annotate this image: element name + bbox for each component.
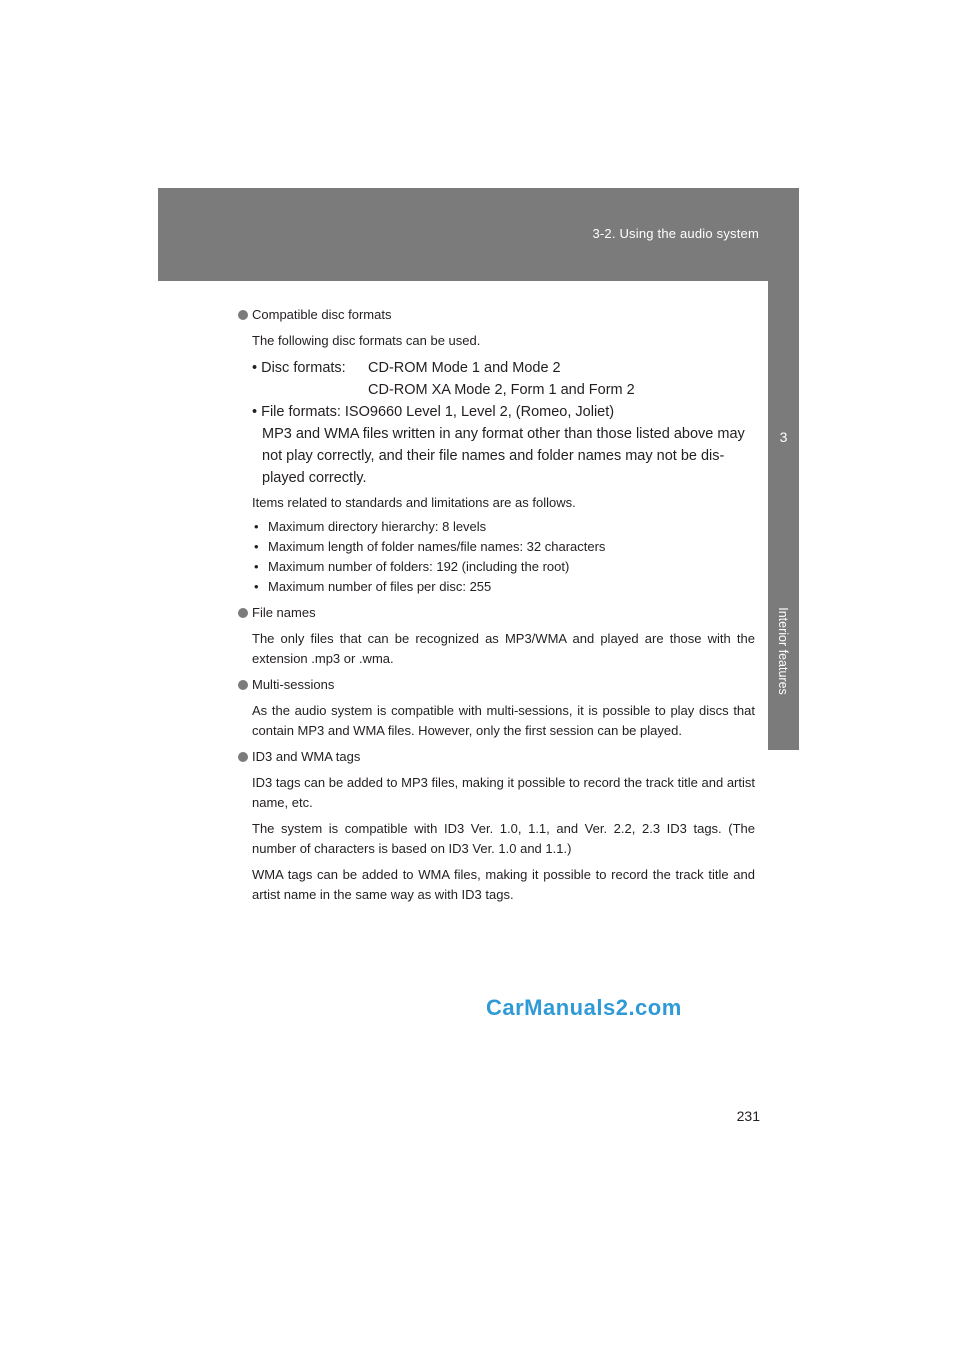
bullet-circle-icon <box>238 608 248 618</box>
header-band <box>158 188 799 281</box>
heading-compatible-formats: Compatible disc formats <box>238 305 755 325</box>
multi-sessions-body: As the audio system is compatible with multi-sessions, it is possible to play discs that contain MP3 and WMA files. However, only the first session can be played. <box>252 703 755 738</box>
chapter-tab <box>768 281 799 750</box>
limits-list <box>238 517 755 597</box>
bullet-circle-icon <box>238 310 248 320</box>
chapter-number: 3 <box>779 429 788 445</box>
section-title: 3-2. Using the audio system <box>592 226 759 241</box>
file-formats-row <box>238 401 755 423</box>
heading-multi-sessions: Multi-sessions <box>238 675 755 695</box>
formats-note: MP3 and WMA files written in any format other than those listed above may not play correctly, and their file names and folder names may not be dis-played correctly. <box>262 426 745 486</box>
disc-formats-row <box>238 357 755 379</box>
list-item: • Maximum length of folder names/file names: 32 characters <box>254 539 606 554</box>
file-names-body: The only files that can be recognized as MP3/WMA and played are those with the extension .mp3 or .wma. <box>252 631 755 666</box>
heading-file-names: File names <box>238 603 755 623</box>
disc-formats-row-2 <box>238 379 755 401</box>
chapter-name: Interior features <box>776 607 790 695</box>
heading-tags: ID3 and WMA tags <box>238 747 755 767</box>
bullet-circle-icon <box>238 680 248 690</box>
page-content <box>238 305 755 911</box>
limits-intro: Items related to standards and limitations are as follows. <box>252 495 576 510</box>
list-item: • Maximum directory hierarchy: 8 levels <box>254 519 487 534</box>
file-formats-label: • File formats: <box>252 404 341 420</box>
disc-formats-label: • Disc formats: <box>252 360 346 376</box>
disc-formats-value-1: CD-ROM Mode 1 and Mode 2 <box>368 360 561 376</box>
tags-body-2: The system is compatible with ID3 Ver. 1.0, 1.1, and Ver. 2.2, 2.3 ID3 tags. (The number of characters is based on ID3 Ver. 1.0 and 1.1.) <box>252 821 755 856</box>
bullet-circle-icon <box>238 752 248 762</box>
disc-formats-value-2: CD-ROM XA Mode 2, Form 1 and Form 2 <box>368 382 635 398</box>
compat-intro: The following disc formats can be used. <box>252 333 481 348</box>
list-item: • Maximum number of folders: 192 (including the root) <box>254 559 570 574</box>
watermark-logo: CarManuals2.com <box>486 995 682 1020</box>
page-number: 231 <box>736 1108 760 1124</box>
tags-body-3: WMA tags can be added to WMA files, making it possible to record the track title and artist name in the same way as with ID3 tags. <box>252 867 755 902</box>
list-item: • Maximum number of files per disc: 255 <box>254 579 492 594</box>
file-formats-value: ISO9660 Level 1, Level 2, (Romeo, Joliet) <box>344 404 615 420</box>
tags-body-1: ID3 tags can be added to MP3 files, making it possible to record the track title and artist name, etc. <box>252 775 755 810</box>
